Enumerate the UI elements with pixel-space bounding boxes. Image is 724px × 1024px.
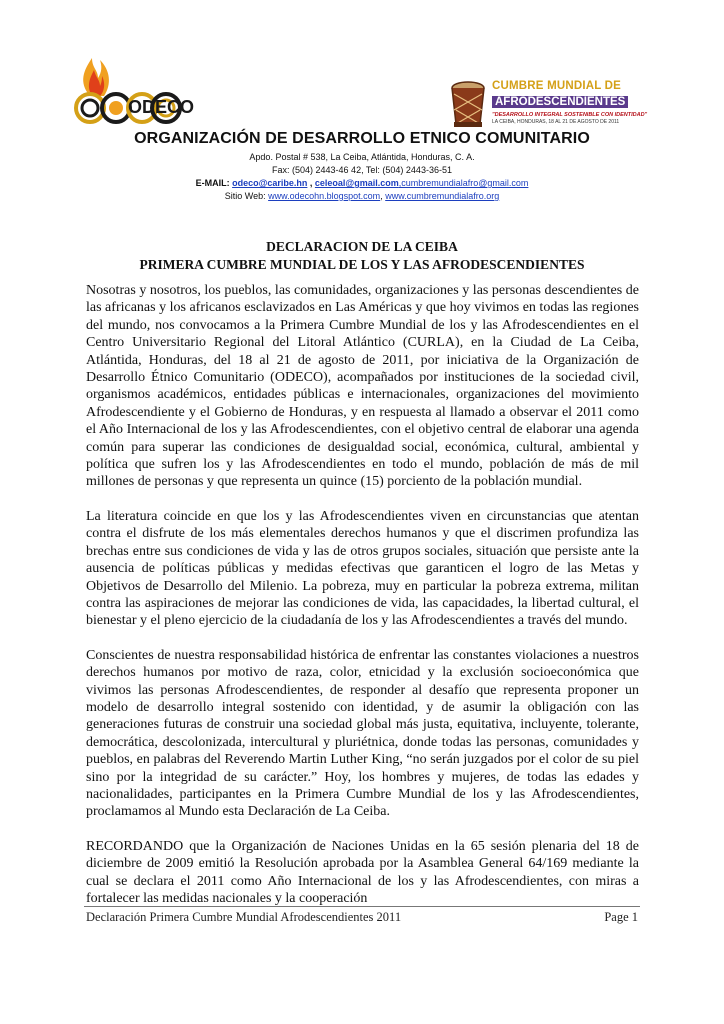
organization-title: ORGANIZACIÓN DE DESARROLLO ETNICO COMUNITARIO (134, 130, 590, 147)
declaration-title-line1: DECLARACION DE LA CEIBA (266, 239, 458, 254)
footer-divider (84, 906, 640, 907)
paragraph-3: Conscientes de nuestra responsabilidad histórica de enfrentar las constantes violaciones a nuestros derechos humanos por motivo de raza, color, etnicidad y la exclusión socioeconómica que vivimos las personas Afrodescendientes, de responder al desafío que representa proponer un modelo de desarrollo integral sostenido con identidad, y de asumir la obligación con las generaciones futuras de construir una sociedad global más justa, equitativa, incluyente, tolerante, democrática, descolonizada, intercultural y pluriétnica, donde todas las personas, comunidades y pueblos, en palabras del Reverendo Martin Luther King, “no serán juzgados por el color de su piel sino por la integridad de su carácter.” Hoy, los hombres y mujeres, de todas las edades y nacionalidades, participantes en la Primera Cumbre Mundial de los y las Afrodescendientes, proclamamos al Mundo esta Declaración de La Ceiba. (86, 647, 639, 820)
declaration-title (80, 238, 644, 274)
odeco-logo-text: ODECO (128, 97, 195, 117)
odeco-logo-graphic (68, 52, 195, 132)
website-label: Sitio Web: (224, 191, 266, 201)
declaration-title-line2: PRIMERA CUMBRE MUNDIAL DE LOS Y LAS AFRODESCENDIENTES (139, 257, 585, 272)
cumbre-logo-slogan: "DESARROLLO INTEGRAL SOSTENIBLE CON IDENTIDAD" (492, 112, 648, 118)
website-separator: , (380, 191, 386, 201)
cumbre-logo-line2: AFRODESCENDIENTES (492, 96, 628, 108)
cumbre-logo-dates: LA CEIBA, HONDURAS, 18 AL 21 DE AGOSTO DE 2011 (492, 119, 620, 125)
declaration-body (86, 282, 639, 924)
odeco-logo (68, 52, 195, 132)
letterhead (120, 130, 604, 203)
cumbre-mundial-logo (448, 80, 648, 130)
email-link-odeco[interactable]: odeco@caribe.hn (232, 178, 308, 188)
email-label: E-MAIL: (195, 178, 230, 188)
paragraph-4: RECORDANDO que la Organización de Naciones Unidas en la 65 sesión plenaria del 18 de diciembre de 2009 emitió la Resolución aprobada por la Asamblea General 64/169 mediante la cual se declara el 2011 como Año Internacional de los y las Afrodescendientes, con miras a fortalecer las medidas nacionales y la cooperación (86, 838, 639, 906)
footer-page-number: Page 1 (604, 910, 638, 924)
cumbre-logo-line1: CUMBRE MUNDIAL DE (492, 80, 622, 92)
footer-document-title: Declaración Primera Cumbre Mundial Afrodescendientes 2011 (86, 910, 402, 924)
drum-icon (448, 80, 488, 130)
paragraph-1: Nosotras y nosotros, los pueblos, las comunidades, organizaciones y las personas descendientes de las africanas y los africanos esclavizados en Las Américas y que hoy vivimos en todas las regiones del mundo, nos convocamos a la Primera Cumbre Mundial de los y las Afrodescendientes en el Centro Universitario Regional del Litoral Atlántico (CURLA), en la Ciudad de La Ceiba, Atlántida, Honduras, del 18 al 21 de agosto de 2011, por iniciativa de la Organización de Desarrollo Étnico Comunitario (ODECO), acompañados por instituciones de la sociedad civil, organismos académicos, entidades públicas e internacionales, organizaciones del movimiento Afrodescendiente y el Gobierno de Honduras, y en respuesta al llamado a observar el 2011 como el Año Internacional de los y las Afrodescendientes, con el objetivo central de elaborar una agenda común para superar las condiciones de desigualdad social, económica, cultural, ambiental y política que sufren los y las Afrodescendientes en todo el mundo, población de más de mil millones de personas y que representa un quince (15) porciento de la población mundial. (86, 283, 639, 490)
cumbre-logo-text (492, 80, 648, 125)
email-separator: , (307, 178, 315, 188)
website-link-cumbre[interactable]: www.cumbremundialafro.org (385, 191, 500, 201)
phone-fax: Fax: (504) 2443-46 42, Tel: (504) 2443-36-51 (272, 165, 452, 175)
email-line (120, 177, 604, 190)
postal-address: Apdo. Postal # 538, La Ceiba, Atlántida, Honduras, C. A. (249, 152, 475, 162)
paragraph-2: La literatura coincide en que los y las Afrodescendientes viven en circunstancias que atentan contra el disfrute de los más elementales derechos humanos y que el discrimen profundiza las brechas entre sus condiciones de vida y las de otros grupos sociales, situación que persiste ante la ausencia de políticas públicas y medidas efectivas que garanticen el logro de las Metas y Objetivos de Desarrollo del Milenio. La pobreza, muy en particular la pobreza extrema, militan contra las aspiraciones de mejorar las condiciones de vida, las capacidades, la libertad cultural, el bienestar y el pleno ejercicio de la ciudadanía de los y las Afrodescendientes a través del mundo. (86, 508, 639, 629)
email-link-celeoal[interactable]: celeoal@gmail.com (314, 178, 399, 188)
website-line (120, 190, 604, 203)
email-link-cumbre[interactable]: ,cumbremundialafro@gmail.com (398, 178, 529, 188)
website-link-odeco[interactable]: www.odecohn.blogspot.com (268, 191, 381, 201)
